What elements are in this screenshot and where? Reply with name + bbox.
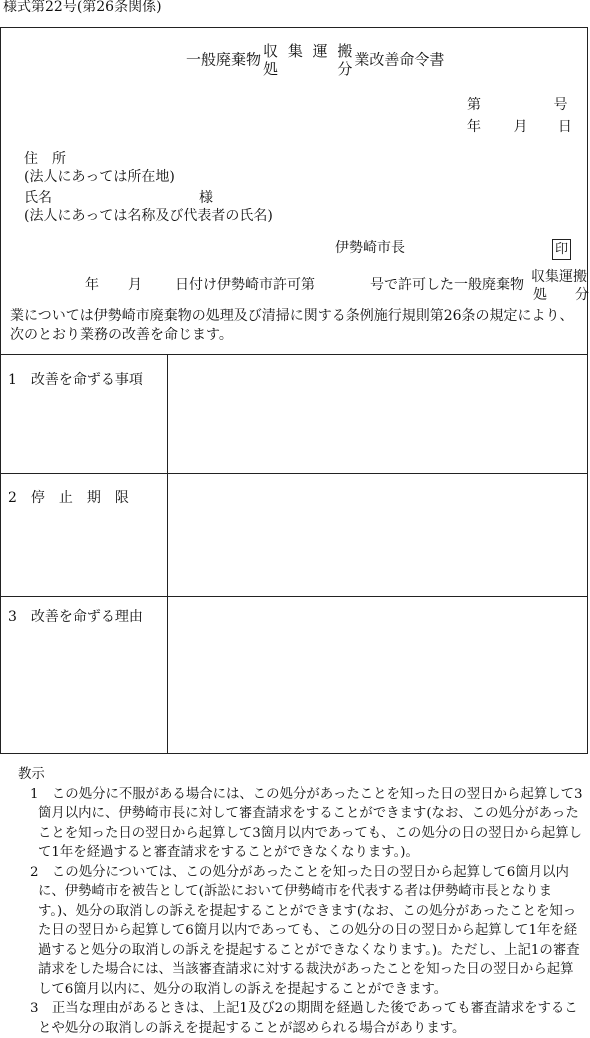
title-stack-bottom <box>263 60 352 78</box>
title-stack <box>263 42 352 78</box>
date-day: 日 <box>557 119 572 135</box>
stack-char: 集 <box>287 42 303 60</box>
instructions-heading: 教示 <box>18 767 45 782</box>
title-stack-top <box>263 42 352 60</box>
stack-char: 分 <box>337 60 353 78</box>
row-label-improvement: 1 改善を命ずる事項 <box>8 372 143 388</box>
body-line-2: 業については伊勢崎市廃棄物の処理及び清掃に関する条例施行規則第26条の規定により、 <box>10 308 574 324</box>
address-label: 住 所 <box>24 151 66 167</box>
instructions-section <box>0 765 590 1038</box>
suspension-field[interactable] <box>168 474 587 595</box>
improvement-field[interactable] <box>168 355 587 472</box>
honorific: 様 <box>199 190 213 206</box>
document-title <box>186 42 444 78</box>
seal-mark: 印 <box>552 239 571 260</box>
name-note: (法人にあっては名称及び代表者の氏名) <box>24 208 273 224</box>
reason-field[interactable] <box>168 597 587 753</box>
instruction-item: 2 この処分については、この処分があったことを知った日の翌日から起算して6箇月以内に、伊勢崎市を被告として(訴訟において伊勢崎市を代表する者は伊勢崎市長となります。)、処分の取消しの訴えを提起することができます(なお、この処分があったことを知った日の翌日から起算して6箇月以内であっても、この処分の日の翌日から起算して1年を経過すると処分の取消しの訴えを提起することができなくなります。)。ただし、上記1の審査請求をした場合には、当該審査請求に対する裁決があったことを知った日の翌日から起算して6箇月以内に、処分の取消しの訴えを提起することができます。 <box>30 864 580 997</box>
body-stack-top: 収集運搬 <box>531 269 587 285</box>
row-label-reason: 3 改善を命ずる理由 <box>8 609 143 625</box>
issuer-title: 伊勢崎市長 <box>335 240 405 256</box>
form-number-label: 様式第22号(第26条関係) <box>3 0 162 15</box>
number-prefix: 第 <box>467 97 481 113</box>
body-line-year: 年 <box>85 277 99 293</box>
instruction-item: 3 正当な理由があるときは、上記1及び2の期間を経過した後であっても審査請求をすることや処分の取消しの訴えを提起することが認められる場合があります。 <box>30 1001 578 1036</box>
document-number <box>467 97 567 115</box>
title-prefix: 一般廃棄物 <box>186 50 262 69</box>
body-stacked-text <box>531 268 589 304</box>
address-note: (法人にあっては所在地) <box>24 169 175 185</box>
name-label: 氏名 <box>24 190 52 206</box>
stack-char: 処 <box>263 60 306 78</box>
issue-date <box>467 119 572 137</box>
body-line-permit: 日付け伊勢崎市許可第 <box>175 277 315 293</box>
row-label-suspension: 2 停 止 期 限 <box>8 490 129 506</box>
stack-char: 搬 <box>337 42 353 60</box>
date-month: 月 <box>513 119 528 135</box>
title-suffix: 業改善命令書 <box>354 50 445 69</box>
number-suffix: 号 <box>553 97 568 113</box>
body-line-3: 次のとおり業務の改善を命じます。 <box>10 327 233 343</box>
instruction-item: 1 この処分に不服がある場合には、この処分があったことを知った日の翌日から起算して3箇月以内に、伊勢崎市長に対して審査請求をすることができます(なお、この処分があったことを知った日の翌日から起算して3箇月以内であっても、この処分の日の翌日から起算して1年を経過すると審査請求をすることができなくなります。)。 <box>30 786 583 860</box>
order-form-frame <box>0 27 588 754</box>
body-line-month: 月 <box>128 277 142 293</box>
date-year: 年 <box>467 119 481 135</box>
stack-char: 運 <box>312 42 328 60</box>
body-stack-bottom: 処 分 <box>533 287 589 303</box>
body-line-permit-end: 号で許可した一般廃棄物 <box>370 277 524 293</box>
stack-char: 収 <box>263 42 279 60</box>
